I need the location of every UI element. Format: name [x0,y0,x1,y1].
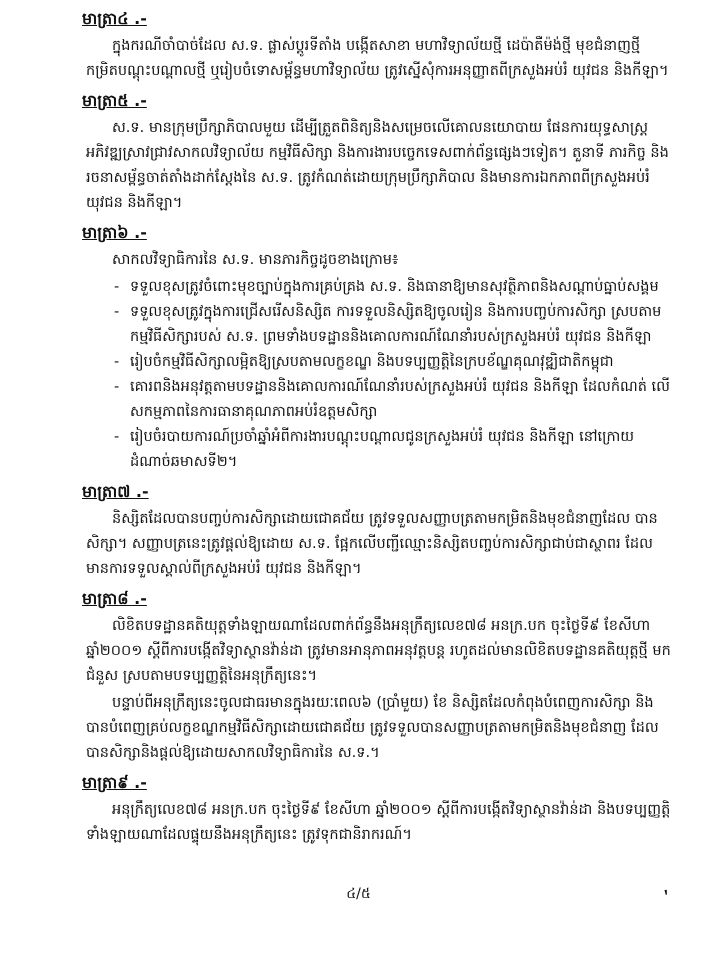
article-intro: សាកលវិទ្យាធិការនៃ ស.ទ. មានភារកិច្ចដូចខាងក្រោម៖ [112,252,399,268]
article-4 [82,8,675,84]
duties-list [86,275,675,475]
article-5 [82,90,675,216]
article-heading: មាត្រា៦ .- [82,223,147,242]
article-paragraph: ក្នុងករណីចាំបាច់ដែល ស.ទ. ផ្លាស់ប្តូរទីតាំង បង្កើតសាខា មហាវិទ្យាល័យថ្មី ដេប៉ាតឺម៉ង់ថ្មី មុខជំនាញថ្មី កម្រិតបណ្តុះបណ្តាលថ្មី ឬរៀបចំទោសម្ព័ន្ធមហាវិទ្យាល័យ ត្រូវស្នើសុំការអនុញ្ញាតពីក្រសួងអប់រំ យុវជន និងកីឡា។ [86,38,669,79]
list-item: - រៀបចំកម្មវិធីសិក្សាលម្អិតឱ្យស្របតាមលក្ខខណ្ឌ និងបទប្បញ្ញត្តិនៃក្របខ័ណ្ឌគុណវុឌ្ឍិជាតិកម្ពុជា [112,350,675,375]
article-heading: មាត្រា៩ .- [82,773,147,792]
article-8 [82,588,675,766]
list-item: - ទទួលខុសត្រូវក្នុងការជ្រើសរើសនិស្សិត ការទទួលនិស្សិតឱ្យចូលរៀន និងការបញ្ចប់ការសិក្សា ស្របតាម កម្មវិធីសិក្សារបស់ ស.ទ. ព្រមទាំងបទដ្ឋាននិងគោលការណ៍ណែនាំរបស់ក្រសួងអប់រំ យុវជន និងកីឡា [112,300,675,350]
article-heading: មាត្រា៧ .- [82,482,149,501]
list-item: - រៀបចំរបាយការណ៍ប្រចាំឆ្នាំអំពីការងារបណ្តុះបណ្តាលជូនក្រសួងអប់រំ យុវជន និងកីឡា នៅក្រោយ ដំណាច់ឆមាសទី២។ [112,425,675,475]
list-item: - គោរពនិងអនុវត្តតាមបទដ្ឋាននិងគោលការណ៍ណែនាំរបស់ក្រសួងអប់រំ យុវជន និងកីឡា ដែលកំណត់ លើសកម្មភាពនៃការធានាគុណភាពអប់រំឧត្តមសិក្សា [112,375,675,425]
article-heading: មាត្រា៤ .- [82,9,147,28]
article-6 [82,222,675,475]
page-number: ៤/៥ [346,886,371,902]
article-7 [82,481,675,582]
initials-mark: ᡃ [666,883,672,913]
article-paragraph: បន្ទាប់ពីអនុក្រឹត្យនេះចូលជាធរមានក្នុងរយៈពេល៦ (ប្រាំមួយ) ខែ និស្សិតដែលកំពុងបំពេញការសិក្សា និងបានបំពេញគ្រប់លក្ខខណ្ឌកម្មវិធីសិក្សាដោយជោគជ័យ ត្រូវទទួលបានសញ្ញាបត្រតាមកម្រិតនិងមុខជំនាញ ដែលបានសិក្សានិងផ្តល់ឱ្យដោយសាកលវិទ្យាធិការនៃ ស.ទ.។ [86,695,659,761]
article-paragraph: លិខិតបទដ្ឋានគតិយុត្តទាំងឡាយណាដែលពាក់ព័ន្ធនឹងអនុក្រឹត្យលេខ៧៨ អនក្រ.បក ចុះថ្ងៃទី៩ ខែសីហា ឆ្នាំ២០០១ ស្តីពីការបង្កើតវិទ្យាស្ថានវ៉ាន់ដា ត្រូវមានអានុភាពអនុវត្តបន្ត រហូតដល់មានលិខិតបទដ្ឋានគតិយុត្តថ្មី មកជំនួស ស្របតាមបទប្បញ្ញត្តិនៃអនុក្រឹត្យនេះ។ [86,618,671,684]
list-item: - ទទួលខុសត្រូវចំពោះមុខច្បាប់ក្នុងការគ្រប់គ្រង ស.ទ. និងធានាឱ្យមានសុវត្ថិភាពនិងសណ្តាប់ធ្នាប់សង្គម [112,275,675,300]
article-paragraph: ស.ទ. មានក្រុមប្រឹក្សាភិបាលមួយ ដើម្បីត្រួតពិនិត្យនិងសម្រេចលើគោលនយោបាយ ផែនការយុទ្ធសាស្ត្រ អភិវឌ្ឍស្រាវជ្រាវសាកលវិទ្យាល័យ កម្មវិធីសិក្សា និងការងារបច្ចេកទេសពាក់ព័ន្ធផ្សេងៗទៀត។ តួនាទី ភារកិច្ច និងរចនាសម្ព័ន្ធចាត់តាំងដាក់ស្តែងនៃ ស.ទ. ត្រូវកំណត់ដោយក្រុមប្រឹក្សាភិបាល និងមានការឯកភាពពីក្រសួងអប់រំ យុវជន និងកីឡា។ [86,120,669,211]
article-heading: មាត្រា៥ .- [82,91,147,110]
article-9 [82,772,675,848]
article-paragraph: អនុក្រឹត្យលេខ៧៨ អនក្រ.បក ចុះថ្ងៃទី៩ ខែសីហា ឆ្នាំ២០០១ ស្តីពីការបង្កើតវិទ្យាស្ថានវ៉ាន់ដា និងបទប្បញ្ញត្តិ ទាំងឡាយណាដែលផ្ទុយនឹងអនុក្រឹត្យនេះ ត្រូវទុកជានិរាករណ៍។ [86,802,671,843]
article-heading: មាត្រា៨ .- [82,589,147,608]
article-paragraph: និស្សិតដែលបានបញ្ចប់ការសិក្សាដោយជោគជ័យ ត្រូវទទួលសញ្ញាបត្រតាមកម្រិតនិងមុខជំនាញដែល បានសិក្សា។ សញ្ញាបត្រនេះត្រូវផ្តល់ឱ្យដោយ ស.ទ. ផ្អែកលើបញ្ជីឈ្មោះនិស្សិតបញ្ចប់ការសិក្សាជាប់ជាស្ថាពរ ដែលមានការទទួលស្គាល់ពីក្រសួងអប់រំ យុវជន និងកីឡា។ [86,511,658,577]
